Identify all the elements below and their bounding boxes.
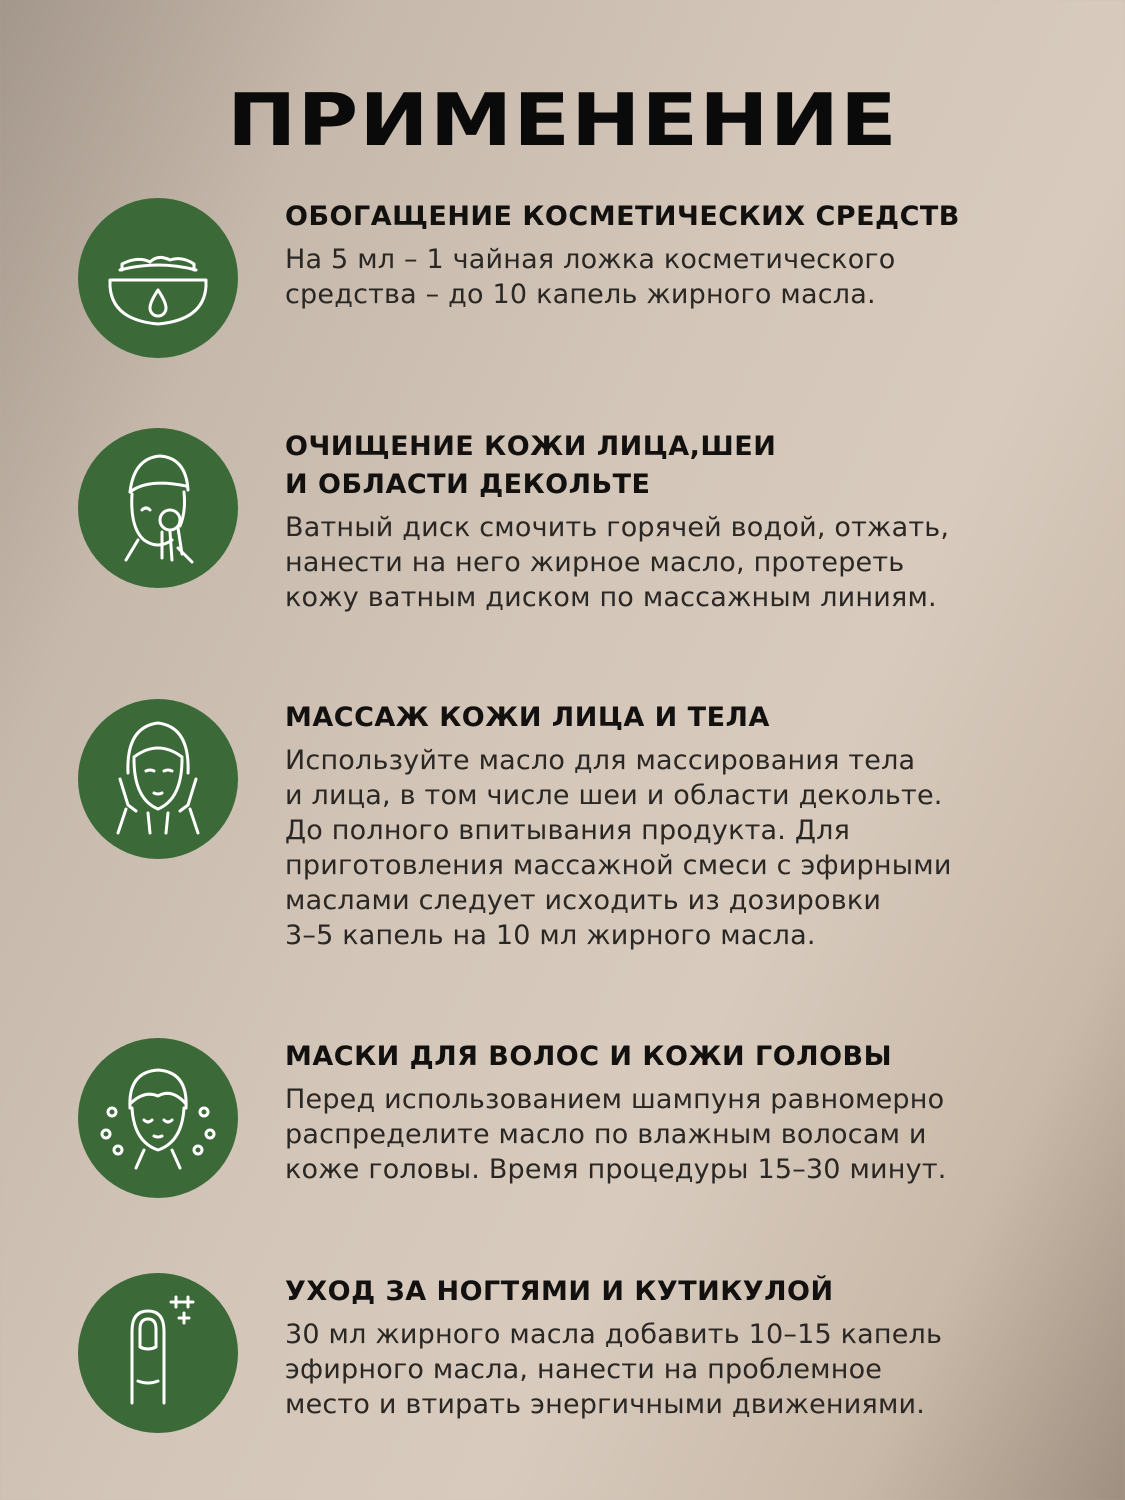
face-cotton-pad-icon (78, 428, 238, 588)
hair-mask-icon (78, 1038, 238, 1198)
page-title: ПРИМЕНЕНИЕ (227, 78, 898, 162)
item-heading: УХОД ЗА НОГТЯМИ И КУТИКУЛОЙ (285, 1276, 834, 1307)
item-heading: ОЧИЩЕНИЕ КОЖИ ЛИЦА,ШЕИ И ОБЛАСТИ ДЕКОЛЬТЕ (285, 431, 777, 500)
item-body: Ватный диск смочить горячей водой, отжать, нанести на него жирное масло, протереть кожу ватным диском по массажным линиям. (285, 512, 950, 613)
cream-jar-drop-icon (78, 198, 238, 358)
item-heading: МАСКИ ДЛЯ ВОЛОС И КОЖИ ГОЛОВЫ (285, 1041, 893, 1072)
item-body: На 5 мл – 1 чайная ложка косметического средства – до 10 капель жирного масла. (285, 244, 896, 310)
item-heading: ОБОГАЩЕНИЕ КОСМЕТИЧЕСКИХ СРЕДСТВ (285, 201, 960, 232)
nail-care-icon (78, 1273, 238, 1433)
item-heading: МАССАЖ КОЖИ ЛИЦА И ТЕЛА (285, 702, 770, 733)
item-body: Перед использованием шампуня равномерно распределите масло по влажным волосам и коже головы. Время процедуры 15–30 минут. (285, 1084, 947, 1185)
item-body: 30 мл жирного масла добавить 10–15 капель эфирного масла, нанести на проблемное место и втирать энергичными движениями. (285, 1319, 943, 1420)
item-body: Используйте масло для массирования тела и лица, в том числе шеи и области декольте. До полного впитывания продукта. Для приготовления массажной смеси с эфирными маслами следует исходить из дозировки 3–5 капель на 10 мл жирного масла. (285, 745, 952, 951)
face-massage-icon (78, 699, 238, 859)
